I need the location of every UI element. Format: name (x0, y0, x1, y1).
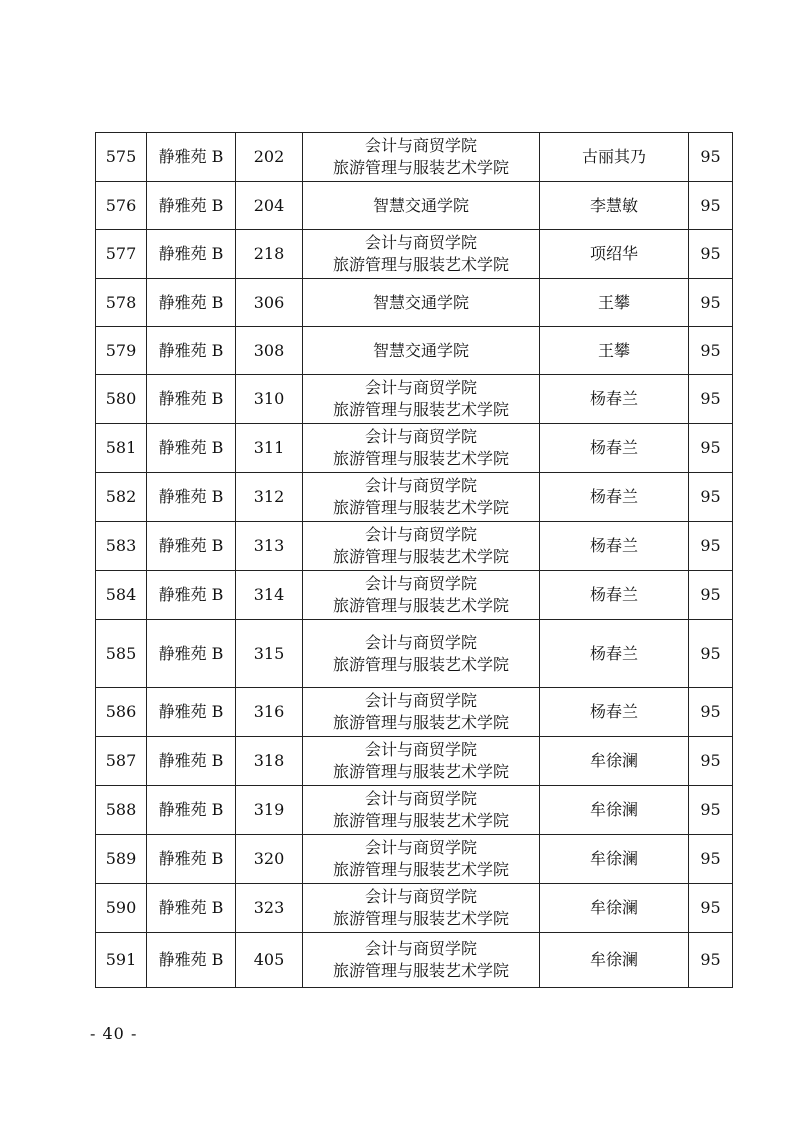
row-number-cell: 578 (96, 279, 147, 327)
score-cell: 95 (689, 473, 733, 522)
score-cell: 95 (689, 884, 733, 933)
table-row (96, 620, 733, 688)
college-cell (303, 279, 540, 327)
advisor-name-cell: 杨春兰 (540, 571, 689, 620)
room-number-cell: 311 (236, 424, 303, 473)
college-name: 会计与商贸学院 (364, 691, 477, 710)
score-cell: 95 (689, 620, 733, 688)
row-number-cell: 582 (96, 473, 147, 522)
score-cell: 95 (689, 737, 733, 786)
building-cell: 静雅苑 B (147, 522, 236, 571)
advisor-name-cell: 项绍华 (540, 230, 689, 279)
college-name: 旅游管理与服装艺术学院 (332, 255, 509, 274)
score-cell: 95 (689, 571, 733, 620)
advisor-name-cell: 牟徐澜 (540, 737, 689, 786)
row-number-cell: 585 (96, 620, 147, 688)
college-cell (303, 884, 540, 933)
college-name: 旅游管理与服装艺术学院 (332, 400, 509, 419)
advisor-name-cell: 杨春兰 (540, 620, 689, 688)
college-name: 会计与商贸学院 (364, 574, 477, 593)
college-name: 会计与商贸学院 (364, 427, 477, 446)
row-number-cell: 580 (96, 375, 147, 424)
building-cell: 静雅苑 B (147, 884, 236, 933)
building-cell: 静雅苑 B (147, 327, 236, 375)
table-row (96, 737, 733, 786)
building-cell: 静雅苑 B (147, 933, 236, 988)
college-cell (303, 933, 540, 988)
room-number-cell: 308 (236, 327, 303, 375)
college-name: 旅游管理与服装艺术学院 (332, 158, 509, 177)
college-name: 会计与商贸学院 (364, 525, 477, 544)
advisor-name-cell: 王攀 (540, 279, 689, 327)
advisor-name-cell: 牟徐澜 (540, 786, 689, 835)
college-cell (303, 522, 540, 571)
advisor-name-cell: 牟徐澜 (540, 933, 689, 988)
advisor-name-cell: 杨春兰 (540, 375, 689, 424)
table-row (96, 279, 733, 327)
row-number-cell: 575 (96, 133, 147, 182)
room-number-cell: 323 (236, 884, 303, 933)
table-row (96, 327, 733, 375)
room-number-cell: 204 (236, 182, 303, 230)
building-cell: 静雅苑 B (147, 230, 236, 279)
college-cell (303, 230, 540, 279)
building-cell: 静雅苑 B (147, 835, 236, 884)
building-cell: 静雅苑 B (147, 375, 236, 424)
score-cell: 95 (689, 327, 733, 375)
row-number-cell: 584 (96, 571, 147, 620)
row-number-cell: 589 (96, 835, 147, 884)
college-name: 会计与商贸学院 (364, 378, 477, 397)
table-row (96, 424, 733, 473)
row-number-cell: 577 (96, 230, 147, 279)
score-cell: 95 (689, 786, 733, 835)
college-name: 旅游管理与服装艺术学院 (332, 547, 509, 566)
room-number-cell: 313 (236, 522, 303, 571)
room-number-cell: 202 (236, 133, 303, 182)
row-number-cell: 586 (96, 688, 147, 737)
advisor-name-cell: 杨春兰 (540, 424, 689, 473)
college-cell (303, 571, 540, 620)
college-name: 智慧交通学院 (372, 292, 469, 312)
score-cell: 95 (689, 182, 733, 230)
advisor-name-cell: 杨春兰 (540, 688, 689, 737)
table-row (96, 571, 733, 620)
advisor-name-cell: 古丽其乃 (540, 133, 689, 182)
college-cell (303, 182, 540, 230)
building-cell: 静雅苑 B (147, 473, 236, 522)
college-name: 会计与商贸学院 (364, 789, 477, 808)
college-name: 会计与商贸学院 (364, 939, 477, 958)
building-cell: 静雅苑 B (147, 737, 236, 786)
building-cell: 静雅苑 B (147, 424, 236, 473)
college-cell (303, 835, 540, 884)
table-row (96, 786, 733, 835)
college-name: 会计与商贸学院 (364, 887, 477, 906)
row-number-cell: 590 (96, 884, 147, 933)
college-name: 旅游管理与服装艺术学院 (332, 596, 509, 615)
college-name: 旅游管理与服装艺术学院 (332, 860, 509, 879)
building-cell: 静雅苑 B (147, 133, 236, 182)
table-body (96, 133, 733, 988)
college-name: 会计与商贸学院 (364, 476, 477, 495)
dormitory-score-table (95, 132, 733, 988)
score-cell: 95 (689, 230, 733, 279)
college-name: 旅游管理与服装艺术学院 (332, 498, 509, 517)
score-cell: 95 (689, 933, 733, 988)
table-row (96, 522, 733, 571)
college-name: 智慧交通学院 (372, 195, 469, 215)
page-number: - 40 - (90, 1024, 138, 1043)
building-cell: 静雅苑 B (147, 620, 236, 688)
score-cell: 95 (689, 279, 733, 327)
score-cell: 95 (689, 522, 733, 571)
college-name: 旅游管理与服装艺术学院 (332, 909, 509, 928)
college-cell (303, 620, 540, 688)
college-cell (303, 688, 540, 737)
table-row (96, 375, 733, 424)
college-name: 旅游管理与服装艺术学院 (332, 961, 509, 980)
table-row (96, 230, 733, 279)
college-cell (303, 375, 540, 424)
table-row (96, 884, 733, 933)
table-row (96, 835, 733, 884)
room-number-cell: 312 (236, 473, 303, 522)
room-number-cell: 306 (236, 279, 303, 327)
college-name: 旅游管理与服装艺术学院 (332, 449, 509, 468)
room-number-cell: 320 (236, 835, 303, 884)
room-number-cell: 318 (236, 737, 303, 786)
college-name: 会计与商贸学院 (364, 233, 477, 252)
advisor-name-cell: 杨春兰 (540, 473, 689, 522)
room-number-cell: 315 (236, 620, 303, 688)
score-cell: 95 (689, 375, 733, 424)
table-row (96, 133, 733, 182)
advisor-name-cell: 牟徐澜 (540, 835, 689, 884)
advisor-name-cell: 王攀 (540, 327, 689, 375)
advisor-name-cell: 李慧敏 (540, 182, 689, 230)
college-name: 会计与商贸学院 (364, 136, 477, 155)
row-number-cell: 581 (96, 424, 147, 473)
table-row (96, 182, 733, 230)
building-cell: 静雅苑 B (147, 786, 236, 835)
row-number-cell: 583 (96, 522, 147, 571)
college-name: 旅游管理与服装艺术学院 (332, 811, 509, 830)
college-cell (303, 786, 540, 835)
building-cell: 静雅苑 B (147, 279, 236, 327)
table-row (96, 933, 733, 988)
row-number-cell: 587 (96, 737, 147, 786)
college-name: 会计与商贸学院 (364, 838, 477, 857)
row-number-cell: 579 (96, 327, 147, 375)
college-name: 会计与商贸学院 (364, 740, 477, 759)
row-number-cell: 576 (96, 182, 147, 230)
college-name: 智慧交通学院 (372, 340, 469, 360)
college-cell (303, 737, 540, 786)
score-cell: 95 (689, 424, 733, 473)
advisor-name-cell: 杨春兰 (540, 522, 689, 571)
score-cell: 95 (689, 835, 733, 884)
room-number-cell: 314 (236, 571, 303, 620)
college-name: 会计与商贸学院 (364, 632, 477, 652)
score-cell: 95 (689, 133, 733, 182)
score-cell: 95 (689, 688, 733, 737)
row-number-cell: 588 (96, 786, 147, 835)
room-number-cell: 316 (236, 688, 303, 737)
room-number-cell: 310 (236, 375, 303, 424)
room-number-cell: 218 (236, 230, 303, 279)
college-cell (303, 473, 540, 522)
college-name: 旅游管理与服装艺术学院 (332, 654, 509, 674)
building-cell: 静雅苑 B (147, 182, 236, 230)
college-cell (303, 133, 540, 182)
college-name: 旅游管理与服装艺术学院 (332, 713, 509, 732)
table-row (96, 473, 733, 522)
room-number-cell: 319 (236, 786, 303, 835)
building-cell: 静雅苑 B (147, 571, 236, 620)
table-row (96, 688, 733, 737)
college-cell (303, 327, 540, 375)
college-name: 旅游管理与服装艺术学院 (332, 762, 509, 781)
row-number-cell: 591 (96, 933, 147, 988)
building-cell: 静雅苑 B (147, 688, 236, 737)
room-number-cell: 405 (236, 933, 303, 988)
college-cell (303, 424, 540, 473)
advisor-name-cell: 牟徐澜 (540, 884, 689, 933)
